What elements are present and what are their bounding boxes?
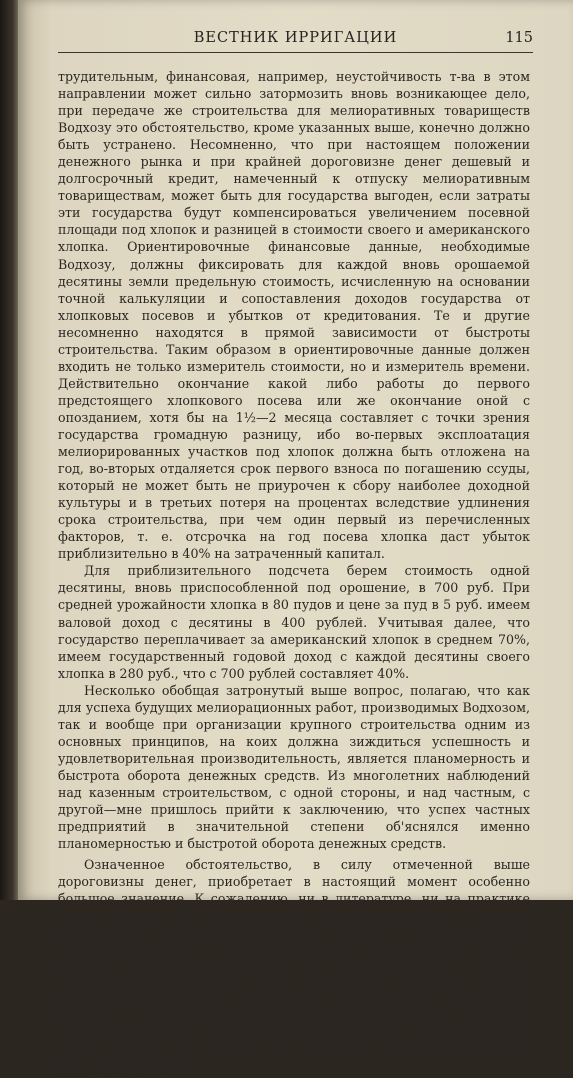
paragraph-2: Для приблизительного подсчета берем стоимость одной десятины, вновь приспособленной под орошение, в 700 руб. При средней урожайности хлопка в 80 пудов и цене за пуд в 5 руб. имеем валовой доход с десятины в 400 рублей. Учитывая далее, что государство переплачивает за американский хлопок в среднем 70%, имеем государственный годовой доход с каждой десятины своего хлопка в 280 руб., что с 700 рублей составляет 40%. [58,563,530,681]
page-number: 115 [505,30,533,46]
book-gutter [0,0,18,900]
running-header [58,30,533,53]
paragraph-3: Несколько обобщая затронутый выше вопрос, полагаю, что как для успеха будущих мелиорационных работ, производимых Водхозом, так и вообще при организации крупного строительства одним из основных принципов, на коих должна зиждиться успешность и удовлетворительная производительность, является планомерность и быстрота оборота денежных средств. Из многолетних наблюдений над казенным строительством, с одной стороны, и над частным, с другой—мне пришлось прийти к заключению, что успех частных предприятий в значительной степени об'яснялся именно планомерностью и быстротой оборота денежных средств. [58,682,530,852]
journal-title: ВЕСТНИК ИРРИГАЦИИ [193,30,398,46]
paragraph-4: Означенное обстоятельство, в силу отмеченной выше дороговизны денег, приобретает в настоящий момент особенно большое значение. К сожалению, ни в литературе, ни на практике этому вопросу не уделяется должного внимания. В наших крупнейших предприятиях мы уже имеем, с одной стороны, применение иногда и довольно мелочного хронометража труда, с другой стороны—хаотический и необследуемый порядок передвижения денежных сумм, являющихся основным нервом каждого хозяйственного предприятия. Корень зла тут несомненно кроется в недостаточной определенности финансового положения наших учреждений. Сроки для утверждения смет, для кредитования и для высылки денег крайне неопределенны. Средства появляются обыкновенно для уч- [58,857,530,1077]
paragraph-1: трудительным, финансовая, например, неустойчивость т-ва в этом направлении может сильно затормозить вновь возникающее дело, при передаче же строительства для мелиоративных товариществ Водхозу это обстоятельство, кроме указанных выше, конечно должно быть устранено. Несомненно, что при настоящем положении денежного рынка и при крайней дороговизне денег дешевый и долгосрочный кредит, намеченный к отпуску мелиоративным товариществам, может быть для государства выгоден, если затраты эти государства будут компенсироваться увеличением посевной площади под хлопок и разницей в стоимости своего и американского хлопка. Ориентировочные финансовые данные, необходимые Водхозу, должны фиксировать для каждой вновь орошаемой десятины земли предельную стоимость, исчисленную на основании точной калькуляции и сопоставления доходов государства от хлопковых посевов и убытков от кредитования. Те и другие несомненно находятся в прямой зависимости от быстроты строительства. Таким образом в ориентировочные данные должен входить не только измеритель стоимости, но и измеритель времени. Действительно окончание какой либо работы до первого предстоящего хлопкового посева или же окончание оной с опозданием, хотя бы на 1½—2 месяца составляет с точки зрения государства громадную разницу, ибо во-первых эксплоатация мелиорированных участков под хлопок должна быть отложена на год, во-вторых отдаляется срок первого взноса по погашению ссуды, который не может быть не приурочен к сбору наиболее доходной культуры и в третьих потеря на процентах вследствие удлинения срока строительства, при чем один первый из перечисленных факторов, т. е. отсрочка на год посева хлопка даст убыток приблизительно в 40% на затраченный капитал. [58,69,530,562]
article-body [58,68,530,1078]
